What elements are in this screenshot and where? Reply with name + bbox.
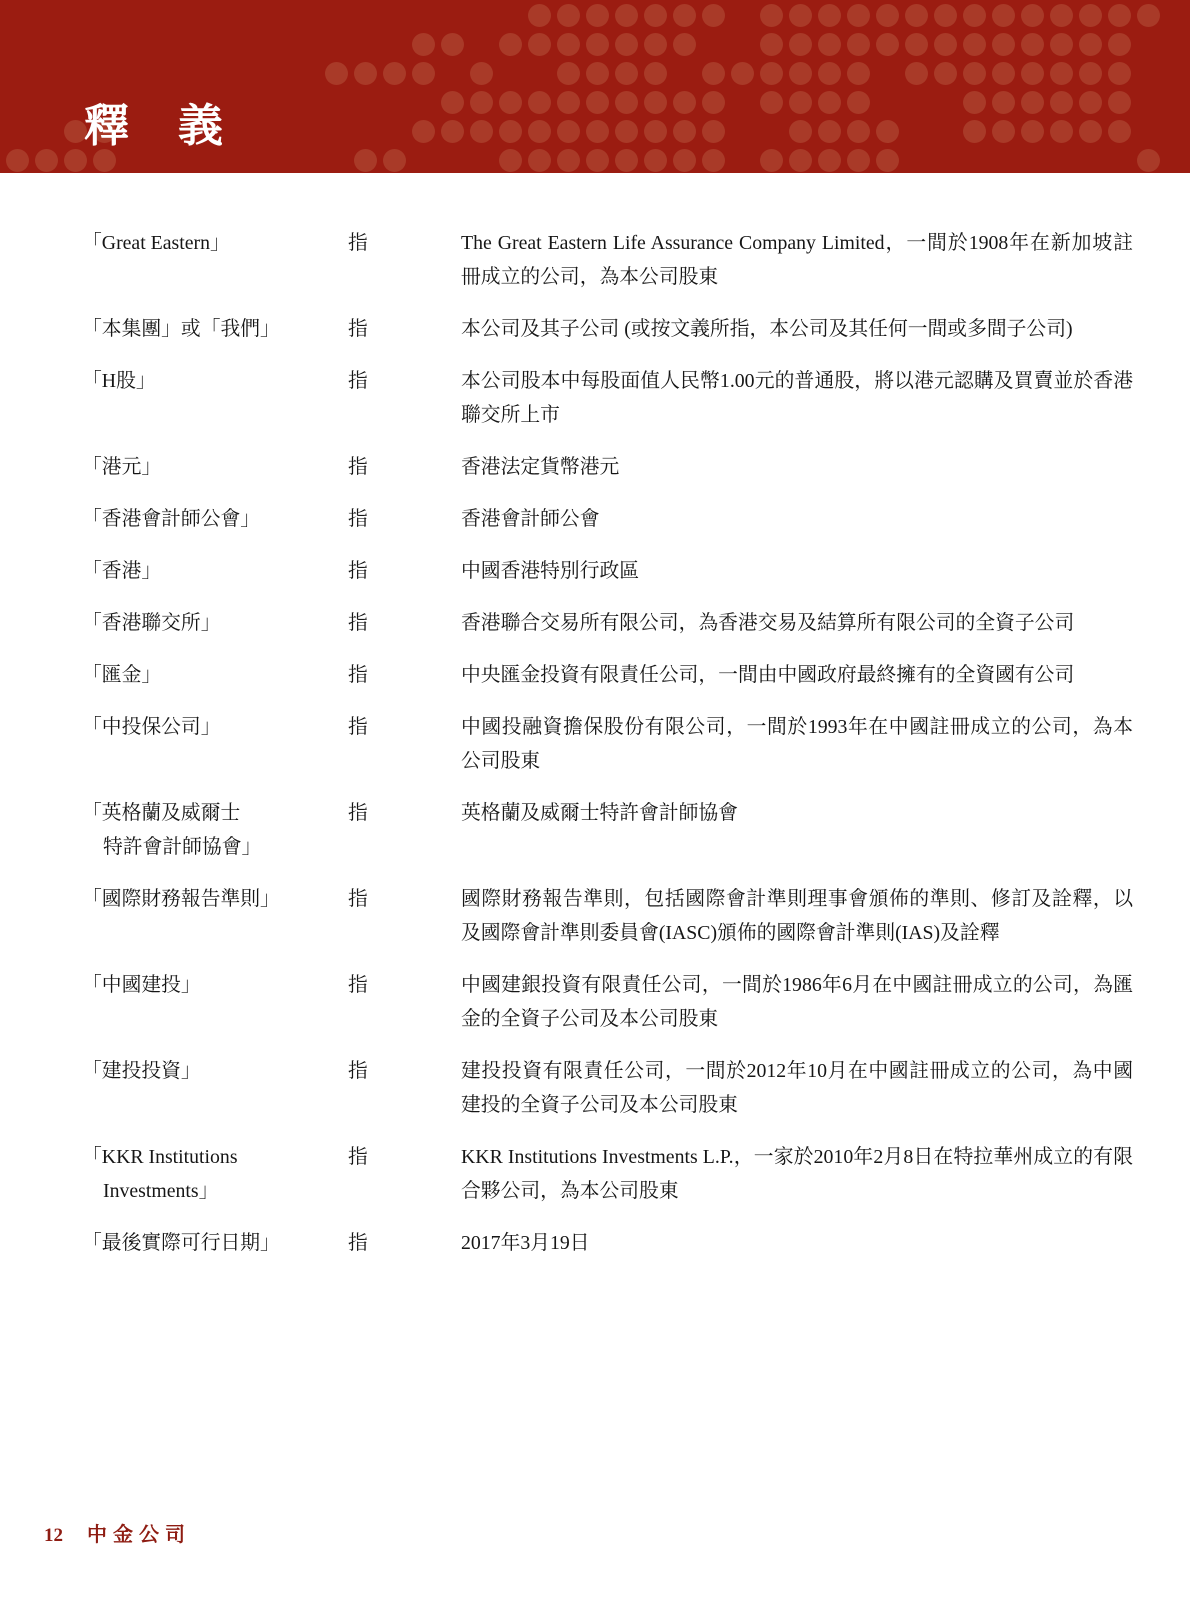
banner-dot [1108,33,1131,56]
pointer-label: 指 [348,1146,368,1168]
banner-dot [1108,62,1131,85]
pointer-label: 指 [348,456,368,478]
definition-text: 本公司及其子公司 (或按文義所指，本公司及其任何一間或多間子公司) [461,318,1073,340]
term-text-line2: Investments」 [103,1180,219,1202]
banner-dot [847,33,870,56]
banner-dot [615,120,638,143]
banner-dot [818,91,841,114]
banner-dot [702,120,725,143]
banner-dot [789,120,812,143]
term-text: 「中國建投」 [82,974,201,996]
definition-row [82,364,1133,432]
banner-dot [441,120,464,143]
term-cell [82,968,348,1002]
banner-dot [1021,4,1044,27]
banner-dot [1079,4,1102,27]
banner-dot [934,33,957,56]
banner-dot [528,120,551,143]
definition-text: The Great Eastern Life Assurance Company Limited，一間於1908年在新加坡註冊成立的公司，為本公司股東 [461,232,1133,288]
banner-dot [789,33,812,56]
definition-text: 中央匯金投資有限責任公司，一間由中國政府最終擁有的全資國有公司 [461,664,1075,686]
banner-dot [441,91,464,114]
term-cell [82,312,348,346]
banner-dot [557,120,580,143]
banner-dot [1137,4,1160,27]
banner-dot [1021,62,1044,85]
banner-dot [557,149,580,172]
term-cell [82,450,348,484]
pointer-label: 指 [348,888,368,910]
banner-dot [470,120,493,143]
banner-dot [615,149,638,172]
term-text-line2: 特許會計師協會」 [103,836,262,858]
pointer-label: 指 [348,508,368,530]
term-text: 「中投保公司」 [82,716,221,738]
banner-dot [644,4,667,27]
banner-dot [847,62,870,85]
term-text: 「KKR Institutions [82,1146,238,1168]
banner-dot [644,62,667,85]
definition-text: 英格蘭及威爾士特許會計師協會 [461,802,738,824]
definition-text: 香港聯合交易所有限公司，為香港交易及結算所有限公司的全資子公司 [461,612,1075,634]
pointer-label: 指 [348,612,368,634]
term-text: 「國際財務報告準則」 [82,888,280,910]
term-cell [82,502,348,536]
banner-dot [586,33,609,56]
banner-dot [876,120,899,143]
definition-text: 建投投資有限責任公司，一間於2012年10月在中國註冊成立的公司，為中國建投的全資子公司及本公司股東 [461,1060,1133,1116]
banner-dot [905,62,928,85]
banner-dot [499,33,522,56]
term-cell [82,1226,348,1260]
banner-dot [1050,4,1073,27]
banner-dot [760,149,783,172]
banner-dot [673,120,696,143]
term-text: 「香港聯交所」 [82,612,221,634]
banner-dot [876,33,899,56]
term-cell [82,364,348,398]
banner-dot [760,4,783,27]
banner-dot [731,62,754,85]
banner-dot [789,4,812,27]
pointer-label: 指 [348,318,368,340]
company-name: 中金公司 [87,1524,191,1546]
banner-dot [644,33,667,56]
banner-dot [876,4,899,27]
pointer-label: 指 [348,1232,368,1254]
term-cell [82,226,348,260]
banner-dot [1050,33,1073,56]
term-cell [82,1054,348,1088]
definition-text: 香港會計師公會 [461,508,600,530]
banner-dot [1079,91,1102,114]
banner-dot [934,62,957,85]
pointer-label: 指 [348,370,368,392]
banner-dot [963,120,986,143]
banner-dot [818,33,841,56]
definition-text: KKR Institutions Investments L.P.，一家於2010年2月8日在特拉華州成立的有限合夥公司，為本公司股東 [461,1146,1133,1202]
banner-dot [963,62,986,85]
banner-dot [1021,120,1044,143]
banner-dot [557,33,580,56]
banner-dot [557,62,580,85]
banner-dot [383,62,406,85]
definition-text: 香港法定貨幣港元 [461,456,620,478]
pointer-label: 指 [348,802,368,824]
banner-dot [1137,149,1160,172]
banner-dot [673,4,696,27]
definition-row [82,502,1114,536]
banner-dot [1050,91,1073,114]
term-text: 「英格蘭及威爾士 [82,802,241,824]
banner-dot [847,149,870,172]
pointer-label: 指 [348,664,368,686]
pointer-label: 指 [348,560,368,582]
banner-dot [760,33,783,56]
banner-dot [528,4,551,27]
banner-dot [992,120,1015,143]
banner-dot [586,120,609,143]
banner-dot [992,91,1015,114]
definition-row [82,968,1133,1036]
banner-dot [325,62,348,85]
banner-dot [586,4,609,27]
definition-text: 2017年3月19日 [461,1232,590,1254]
banner-dot [35,149,58,172]
definition-row [82,1226,1114,1260]
definition-text: 中國建銀投資有限責任公司，一間於1986年6月在中國註冊成立的公司，為匯金的全資子公司及本公司股東 [461,974,1133,1030]
banner-dot [557,91,580,114]
banner-dot [644,120,667,143]
term-cell [82,606,348,640]
banner-dot [702,62,725,85]
term-text: 「Great Eastern」 [82,232,230,254]
banner-dot [963,33,986,56]
banner-dot [586,62,609,85]
page-number: 12 [44,1525,63,1546]
banner-dot [1108,91,1131,114]
term-cell [82,658,348,692]
definition-text: 國際財務報告準則，包括國際會計準則理事會頒佈的準則、修訂及詮釋，以及國際會計準則委員會(IASC)頒佈的國際會計準則(IAS)及詮釋 [461,888,1133,944]
banner-dot [905,4,928,27]
definition-row [82,710,1133,778]
banner-dot [383,149,406,172]
banner-dot [615,33,638,56]
banner-dot [1079,120,1102,143]
term-text: 「H股」 [82,370,156,392]
term-cell [82,796,348,864]
pointer-label: 指 [348,1060,368,1082]
banner-dot [818,120,841,143]
banner-dot [470,62,493,85]
banner-dot [1050,120,1073,143]
definition-text: 本公司股本中每股面值人民幣1.00元的普通股，將以港元認購及買賣並於香港聯交所上市 [461,370,1133,426]
banner-dot [760,91,783,114]
banner-dot [499,120,522,143]
page-title: 釋 義 [84,101,226,151]
banner-dot [412,62,435,85]
banner-dot [470,91,493,114]
banner-dot [789,62,812,85]
banner-dot [499,91,522,114]
banner-dot [354,62,377,85]
banner-dot [1021,91,1044,114]
definition-text: 中國香港特別行政區 [461,560,640,582]
banner-dot [615,62,638,85]
banner-dot [847,91,870,114]
banner-dot [992,33,1015,56]
banner-dot [1108,4,1131,27]
banner-dot [760,62,783,85]
definition-row [82,1054,1133,1122]
term-cell [82,882,348,916]
definition-row [82,796,1114,864]
term-text: 「建投投資」 [82,1060,201,1082]
definition-row [82,312,1114,346]
banner-dot [1079,62,1102,85]
term-text: 「香港」 [82,560,162,582]
banner-dot [673,149,696,172]
banner-dot [702,4,725,27]
banner-dot [818,4,841,27]
banner-dot [847,4,870,27]
banner-dot [412,120,435,143]
banner-dot [963,4,986,27]
banner-dot [412,33,435,56]
banner-dot [673,91,696,114]
term-text: 「最後實際可行日期」 [82,1232,280,1254]
banner-dot [934,4,957,27]
pointer-label: 指 [348,232,368,254]
banner-dot [992,4,1015,27]
banner-dot [702,149,725,172]
term-text: 「匯金」 [82,664,162,686]
banner-dot [528,33,551,56]
banner-dot [673,33,696,56]
banner-dot [1021,33,1044,56]
definition-row [82,882,1133,950]
term-text: 「香港會計師公會」 [82,508,261,530]
term-cell [82,554,348,588]
page-header-banner [0,0,1190,173]
banner-dot [789,91,812,114]
banner-dot [557,4,580,27]
pointer-label: 指 [348,716,368,738]
banner-dot [615,4,638,27]
banner-dot [644,149,667,172]
definition-row [82,554,1114,588]
banner-dot [992,62,1015,85]
banner-dot [499,149,522,172]
banner-dot [702,91,725,114]
banner-dot [6,149,29,172]
banner-dot [441,33,464,56]
pointer-label: 指 [348,974,368,996]
definition-row [82,450,1114,484]
definition-row [82,606,1114,640]
definitions-list [0,173,1190,1278]
term-cell [82,710,348,744]
banner-dot [1079,33,1102,56]
banner-dot [1108,120,1131,143]
definition-row [82,658,1114,692]
banner-dot [586,149,609,172]
banner-dot [644,91,667,114]
banner-dot [963,91,986,114]
page-footer [44,1518,191,1547]
banner-dot [528,91,551,114]
banner-dot [586,91,609,114]
term-text: 「港元」 [82,456,162,478]
definition-text: 中國投融資擔保股份有限公司，一間於1993年在中國註冊成立的公司，為本公司股東 [461,716,1133,772]
banner-dot [876,149,899,172]
banner-dot [847,120,870,143]
term-cell [82,1140,348,1208]
banner-dot [905,33,928,56]
banner-dot [789,149,812,172]
banner-dot [818,149,841,172]
term-text: 「本集團」或「我們」 [82,318,280,340]
banner-dot [818,62,841,85]
banner-dot [1050,62,1073,85]
banner-dot [528,149,551,172]
definition-row [82,1140,1133,1208]
definition-row [82,226,1133,294]
banner-dot [615,91,638,114]
banner-dot [354,149,377,172]
